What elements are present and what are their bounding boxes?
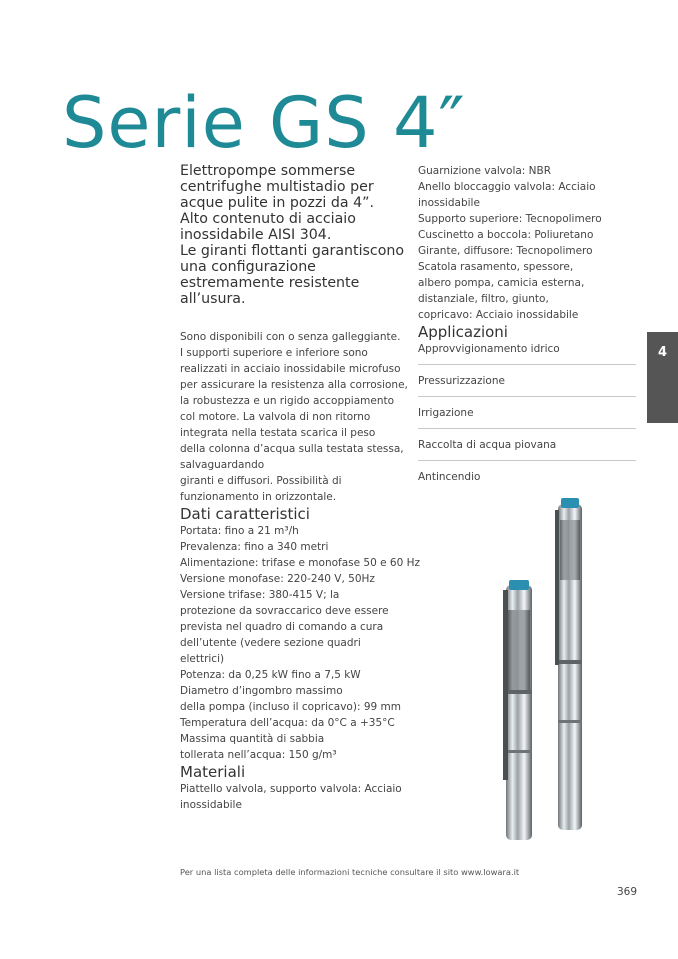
intro-line: acque pulite in pozzi da 4”. <box>180 195 374 211</box>
dati-heading: Dati caratteristici <box>180 505 310 523</box>
intro-line: centrifughe multistadio per <box>180 179 374 195</box>
description-line: funzionamento in orizzontale. <box>180 491 337 503</box>
application-item: Irrigazione <box>418 397 636 429</box>
description-paragraph <box>180 329 408 505</box>
material-line: Piattello valvola, supporto valvola: Acciaio <box>180 783 402 795</box>
description-line: giranti e diffusori. Possibilità di <box>180 475 342 487</box>
pump-product-image <box>470 490 630 850</box>
material-line: Supporto superiore: Tecnopolimero <box>418 213 602 225</box>
spec-line: della pompa (incluso il copricavo): 99 mm <box>180 701 401 713</box>
intro-line: all’usura. <box>180 291 246 307</box>
material-line: distanziale, filtro, giunto, <box>418 293 549 305</box>
intro-line: inossidabile AISI 304. <box>180 227 332 243</box>
material-line: albero pompa, camicia esterna, <box>418 277 585 289</box>
description-line: I supporti superiore e inferiore sono <box>180 347 368 359</box>
material-line: Anello bloccaggio valvola: Acciaio <box>418 181 596 193</box>
material-line: Girante, diffusore: Tecnopolimero <box>418 245 593 257</box>
description-line: salvaguardando <box>180 459 265 471</box>
chapter-tab: 4 <box>647 332 678 423</box>
spec-line: Portata: fino a 21 m³/h <box>180 525 299 537</box>
spec-line: Potenza: da 0,25 kW fino a 7,5 kW <box>180 669 361 681</box>
right-column <box>418 163 636 493</box>
description-line: per assicurare la resistenza alla corrosione, <box>180 379 408 391</box>
left-column <box>180 163 421 813</box>
pump-left <box>503 580 532 840</box>
page-number: 369 <box>616 886 637 898</box>
application-item: Approvvigionamento idrico <box>418 341 636 365</box>
page-title: Serie GS 4″ <box>62 81 466 164</box>
intro-text <box>180 163 405 307</box>
application-item: Raccolta di acqua piovana <box>418 429 636 461</box>
applicazioni-list <box>418 341 636 493</box>
spec-line: Massima quantità di sabbia <box>180 733 325 745</box>
pump-right <box>555 498 582 830</box>
intro-line: Le giranti flottanti garantiscono <box>180 243 405 259</box>
description-line: realizzati in acciaio inossidabile microfuso <box>180 363 401 375</box>
description-line: la robustezza e un rigido accoppiamento <box>180 395 395 407</box>
spec-line: prevista nel quadro di comando a cura <box>180 621 384 633</box>
description-line: col motore. La valvola di non ritorno <box>180 411 371 423</box>
materiali-list-continued <box>418 163 636 323</box>
applicazioni-heading: Applicazioni <box>418 323 508 341</box>
spec-line: Prevalenza: fino a 340 metri <box>180 541 329 553</box>
spec-line: Diametro d’ingombro massimo <box>180 685 343 697</box>
materiali-list <box>180 781 402 813</box>
intro-line: estremamente resistente <box>180 275 360 291</box>
spec-line: protezione da sovraccarico deve essere <box>180 605 389 617</box>
material-line: Scatola rasamento, spessore, <box>418 261 574 273</box>
material-line: copricavo: Acciaio inossidabile <box>418 309 579 321</box>
intro-line: Alto contenuto di acciaio <box>180 211 356 227</box>
intro-line: una configurazione <box>180 259 316 275</box>
material-line: inossidabile <box>180 799 242 811</box>
material-line: Cuscinetto a boccola: Poliuretano <box>418 229 594 241</box>
description-line: della colonna d’acqua sulla testata stessa, <box>180 443 404 455</box>
spec-line: dell’utente (vedere sezione quadri <box>180 637 361 649</box>
description-line: Sono disponibili con o senza galleggiante. <box>180 331 401 343</box>
spec-line: Alimentazione: trifase e monofase 50 e 60 Hz <box>180 557 421 569</box>
footer-note: Per una lista completa delle informazioni tecniche consultare il sito www.lowara.it <box>180 867 520 877</box>
spec-line: Temperatura dell’acqua: da 0°C a +35°C <box>180 717 395 729</box>
spec-line: tollerata nell’acqua: 150 g/m³ <box>180 749 337 761</box>
spec-line: elettrici) <box>180 653 225 665</box>
material-line: Guarnizione valvola: NBR <box>418 165 552 177</box>
dati-list <box>180 523 421 763</box>
description-line: integrata nella testata scarica il peso <box>180 427 376 439</box>
application-item: Pressurizzazione <box>418 365 636 397</box>
spec-line: Versione monofase: 220-240 V, 50Hz <box>180 573 375 585</box>
materiali-heading: Materiali <box>180 763 246 781</box>
application-item: Antincendio <box>418 471 481 483</box>
spec-line: Versione trifase: 380-415 V; la <box>180 589 340 601</box>
intro-line: Elettropompe sommerse <box>180 163 356 179</box>
material-line: inossidabile <box>418 197 480 209</box>
